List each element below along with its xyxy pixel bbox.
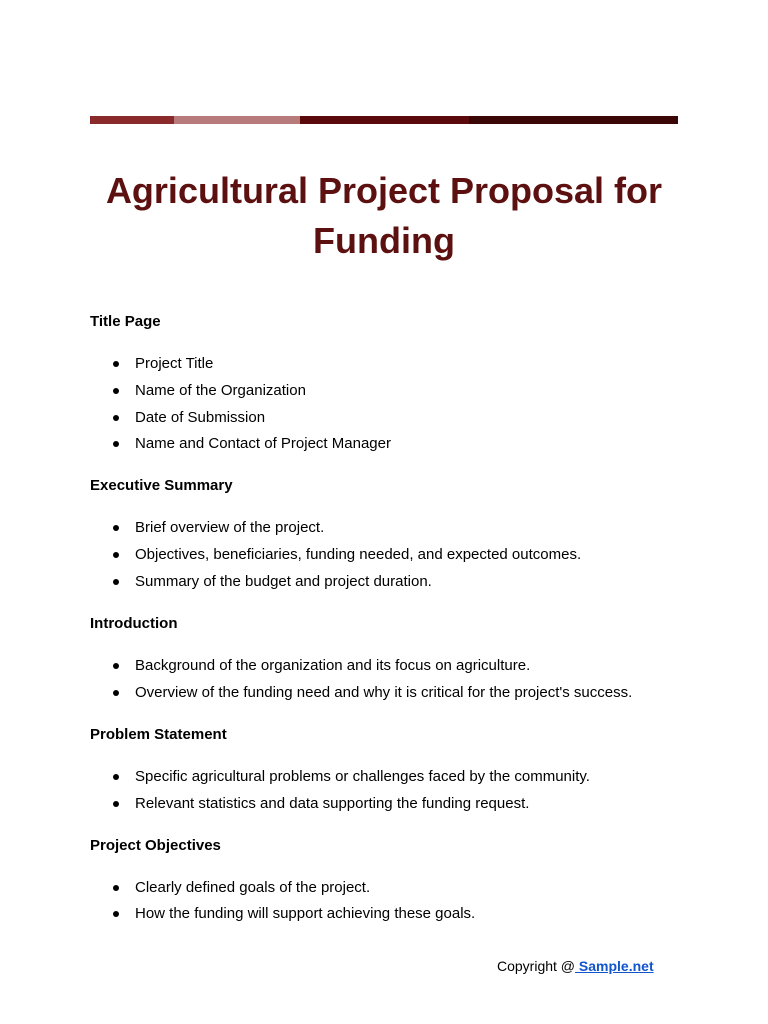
list-item: How the funding will support achieving these goals. <box>90 904 690 924</box>
section-heading-introduction: Introduction <box>90 614 178 632</box>
list-item: Summary of the budget and project duration. <box>90 572 690 592</box>
header-bar-segment <box>174 116 300 124</box>
bullet-icon <box>113 415 119 421</box>
bullet-icon <box>113 885 119 891</box>
section-heading-project-objectives: Project Objectives <box>90 836 221 854</box>
list-item: Background of the organization and its focus on agriculture. <box>90 656 690 676</box>
section-list-project-objectives <box>90 878 690 925</box>
list-item: Objectives, beneficiaries, funding needed, and expected outcomes. <box>90 545 690 565</box>
header-bar-segment <box>90 116 174 124</box>
bullet-icon <box>113 579 119 585</box>
bullet-icon <box>113 911 119 917</box>
bullet-icon <box>113 690 119 696</box>
list-item: Specific agricultural problems or challenges faced by the community. <box>90 767 690 787</box>
bullet-icon <box>113 388 119 394</box>
bullet-icon <box>113 552 119 558</box>
section-list-executive-summary <box>90 518 690 592</box>
section-list-title-page <box>90 354 690 454</box>
section-list-introduction <box>90 656 690 703</box>
list-item: Project Title <box>90 354 690 374</box>
bullet-icon <box>113 801 119 807</box>
copyright-footer <box>497 957 654 975</box>
header-color-bar <box>90 116 678 124</box>
section-heading-executive-summary: Executive Summary <box>90 477 233 495</box>
list-item: Overview of the funding need and why it is critical for the project's success. <box>90 683 690 703</box>
bullet-icon <box>113 663 119 669</box>
bullet-icon <box>113 774 119 780</box>
list-item: Name of the Organization <box>90 381 690 401</box>
list-item: Brief overview of the project. <box>90 518 690 538</box>
header-bar-segment <box>469 116 678 124</box>
section-heading-problem-statement: Problem Statement <box>90 725 227 743</box>
document-title: Agricultural Project Proposal for Funding <box>105 170 663 261</box>
bullet-icon <box>113 361 119 367</box>
sample-net-link[interactable]: Sample.net <box>575 958 654 974</box>
list-item: Relevant statistics and data supporting the funding request. <box>90 794 690 814</box>
list-item: Name and Contact of Project Manager <box>90 434 690 454</box>
bullet-icon <box>113 441 119 447</box>
list-item: Clearly defined goals of the project. <box>90 878 690 898</box>
list-item: Date of Submission <box>90 408 690 428</box>
section-list-problem-statement <box>90 767 690 814</box>
bullet-icon <box>113 525 119 531</box>
section-heading-title-page: Title Page <box>90 313 161 330</box>
header-bar-segment <box>300 116 469 124</box>
copyright-text: Copyright @ <box>497 958 576 974</box>
document-body <box>90 312 690 946</box>
